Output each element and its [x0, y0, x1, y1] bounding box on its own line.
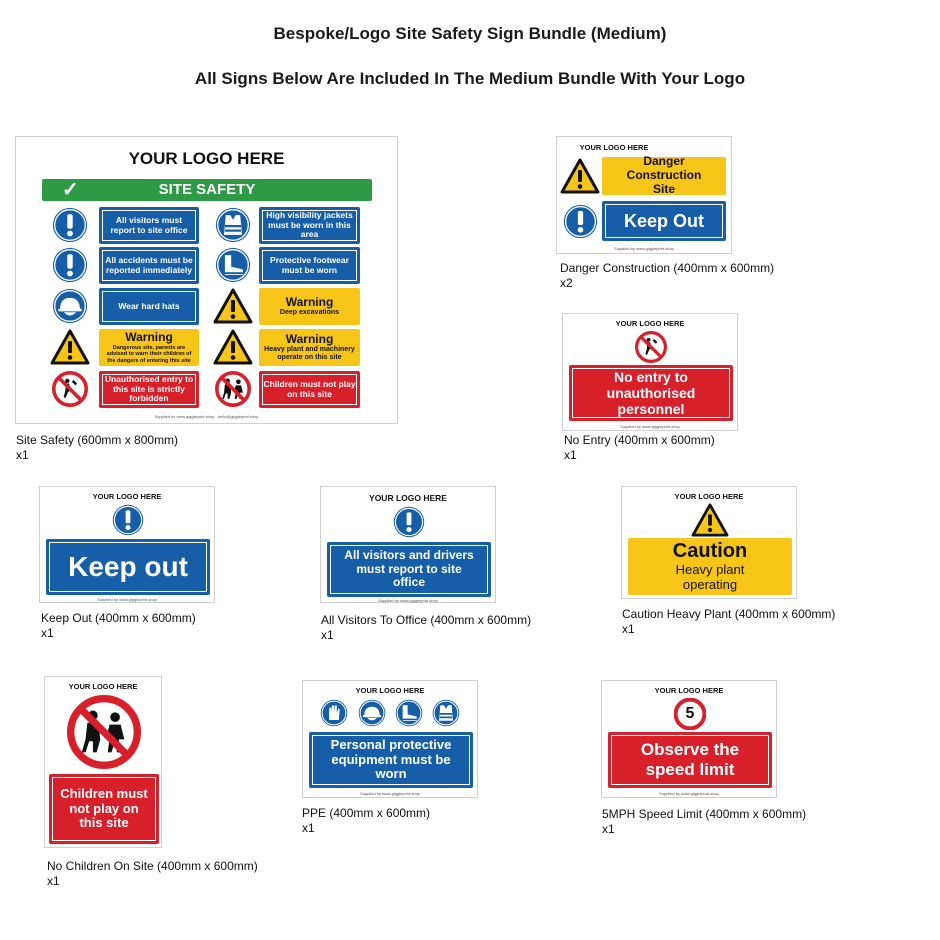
warning-body: Heavy plant and machinery operate on this site — [264, 346, 355, 362]
all-visitors-sign — [320, 486, 496, 603]
safety-row — [215, 371, 365, 408]
caption-title: Keep Out (400mm x 600mm) — [41, 611, 196, 625]
mandatory-icon — [52, 207, 88, 243]
caption-title: No Entry (400mm x 600mm) — [564, 433, 715, 447]
danger-construction-sign — [556, 136, 732, 254]
safety-message: Protective footwear must be worn — [259, 247, 360, 284]
check-icon: ✓ — [62, 178, 79, 201]
site-safety-caption — [16, 433, 178, 463]
warning-title: Warning — [285, 294, 334, 309]
no-entry-sign — [562, 313, 738, 431]
ppe-caption — [302, 806, 430, 836]
safety-row — [215, 247, 365, 284]
safety-message: Wear hard hats — [99, 288, 199, 325]
caption-title: All Visitors To Office (400mm x 600mm) — [321, 613, 532, 627]
caption-qty: x1 — [41, 626, 54, 640]
hard-hat-icon — [358, 699, 386, 727]
safety-message: All visitors must report to site office — [99, 207, 199, 244]
mandatory-icon — [393, 506, 425, 538]
keep-out-sign — [39, 486, 215, 603]
safety-message: Unauthorised entry to this site is strictly forbidden — [99, 371, 199, 408]
caption-qty: x1 — [622, 622, 635, 636]
caption-title: Danger Construction (400mm x 600mm) — [560, 261, 775, 275]
safety-row — [52, 371, 202, 408]
ppe-panel: Personal protective equipment must be worn — [309, 732, 473, 788]
safety-row — [52, 288, 202, 325]
warning-title: Warning — [285, 331, 334, 346]
no-children-caption — [47, 859, 258, 889]
page-subtitle: All Signs Below Are Included In The Medium Bundle With Your Logo — [194, 69, 746, 88]
site-safety-banner — [42, 179, 372, 201]
speed-limit-panel: Observe the speed limit — [608, 732, 772, 788]
caption-qty: x1 — [321, 628, 334, 642]
safety-message: High visibility jackets must be worn in this area — [259, 207, 360, 244]
safety-row — [52, 329, 202, 366]
caption-qty: x1 — [302, 821, 315, 835]
warning-icon — [691, 503, 729, 537]
warning-body: Deep excavations — [279, 309, 340, 317]
mandatory-icon — [563, 204, 598, 239]
safety-row — [52, 207, 202, 244]
caption-qty: x1 — [16, 448, 29, 462]
no-children-sign — [44, 676, 162, 848]
caution-panel — [628, 538, 792, 595]
caution-body: Heavy plant operating — [675, 562, 745, 592]
logo-placeholder: YOUR LOGO HERE — [68, 682, 138, 691]
logo-placeholder: YOUR LOGO HERE — [579, 143, 649, 152]
speed-limit-value: 5 — [685, 705, 695, 722]
keep-out-caption — [41, 611, 196, 641]
warning-icon — [213, 288, 253, 324]
safety-boot-icon — [395, 699, 423, 727]
safety-warning — [99, 329, 199, 366]
logo-placeholder: YOUR LOGO HERE — [615, 319, 685, 328]
no-entry-panel: No entry to unauthorised personnel — [569, 365, 733, 421]
safety-row — [215, 207, 365, 244]
hard-hat-icon — [52, 288, 88, 324]
logo-placeholder: YOUR LOGO HERE — [654, 686, 724, 695]
logo-placeholder: YOUR LOGO HERE — [128, 149, 285, 168]
keep-out-panel: Keep out — [46, 539, 210, 595]
caution-heavy-plant-caption — [622, 607, 835, 637]
keep-out-panel: Keep Out — [602, 201, 726, 241]
warning-icon — [50, 329, 90, 365]
no-entry-icon — [52, 371, 88, 407]
safety-message: All accidents must be reported immediately — [99, 247, 199, 284]
warning-title: Warning — [125, 330, 173, 345]
warning-icon — [213, 329, 253, 365]
hi-vis-vest-icon — [432, 699, 460, 727]
supplier-footer: Supplied by www.giggleprint.shop — [659, 791, 719, 796]
caption-qty: x1 — [564, 448, 577, 462]
supplier-footer: Supplied by www.giggleprint.shop — [360, 791, 420, 796]
speed-limit-caption — [602, 807, 806, 837]
visitors-panel: All visitors and drivers must report to site office — [327, 542, 491, 597]
danger-panel: Danger Construction Site — [602, 157, 726, 195]
caution-heavy-plant-sign — [621, 486, 797, 599]
logo-placeholder: YOUR LOGO HERE — [674, 492, 744, 501]
banner-text: SITE SAFETY — [158, 181, 256, 199]
no-entry-icon — [635, 331, 667, 363]
site-safety-sign — [15, 136, 398, 424]
hi-vis-vest-icon — [215, 207, 251, 243]
logo-placeholder: YOUR LOGO HERE — [92, 492, 162, 501]
caption-qty: x1 — [47, 874, 60, 888]
all-visitors-caption — [321, 613, 531, 643]
warning-icon — [560, 158, 600, 194]
mandatory-icon — [112, 504, 144, 536]
logo-placeholder: YOUR LOGO HERE — [369, 493, 447, 503]
supplier-footer: Supplied by www.giggleprint.shop - hello@giggleprint.shop — [154, 414, 259, 419]
mandatory-icon — [52, 247, 88, 283]
gloves-icon — [320, 699, 348, 727]
no-entry-caption — [564, 433, 715, 463]
children-panel: Children must not play on this site — [49, 774, 159, 844]
danger-construction-caption — [560, 261, 774, 291]
safety-message: Children must not play on this site — [259, 371, 360, 408]
warning-body: Dangerous site, parents are advised to warn their children of the dangers of entering this site — [106, 344, 192, 364]
caption-title: 5MPH Speed Limit (400mm x 600mm) — [602, 807, 807, 821]
safety-row — [215, 329, 365, 366]
safety-boot-icon — [215, 247, 251, 283]
no-children-icon — [215, 371, 251, 407]
safety-warning — [259, 288, 360, 325]
page-title: Bespoke/Logo Site Safety Sign Bundle (Medium) — [273, 24, 667, 43]
ppe-sign — [302, 680, 478, 798]
caption-title: No Children On Site (400mm x 600mm) — [47, 859, 258, 873]
caption-title: Site Safety (600mm x 800mm) — [16, 433, 179, 447]
caution-title: Caution — [672, 540, 748, 563]
safety-row — [52, 247, 202, 284]
safety-warning — [259, 329, 360, 366]
supplier-footer: Supplied by www.giggleprint.shop — [620, 424, 680, 429]
safety-row — [215, 288, 365, 325]
caption-qty: x1 — [602, 822, 615, 836]
caption-title: PPE (400mm x 600mm) — [302, 806, 431, 820]
supplier-footer: Supplied by www.giggleprint.shop — [378, 598, 438, 603]
speed-limit-sign — [601, 680, 777, 798]
supplier-footer: Supplied by www.giggleprint.shop — [97, 597, 157, 602]
caption-qty: x2 — [560, 276, 573, 290]
no-children-icon — [67, 695, 141, 769]
supplier-footer: Supplied by www.giggleprint.shop — [614, 246, 674, 251]
caption-title: Caution Heavy Plant (400mm x 600mm) — [622, 607, 836, 621]
logo-placeholder: YOUR LOGO HERE — [355, 686, 425, 695]
